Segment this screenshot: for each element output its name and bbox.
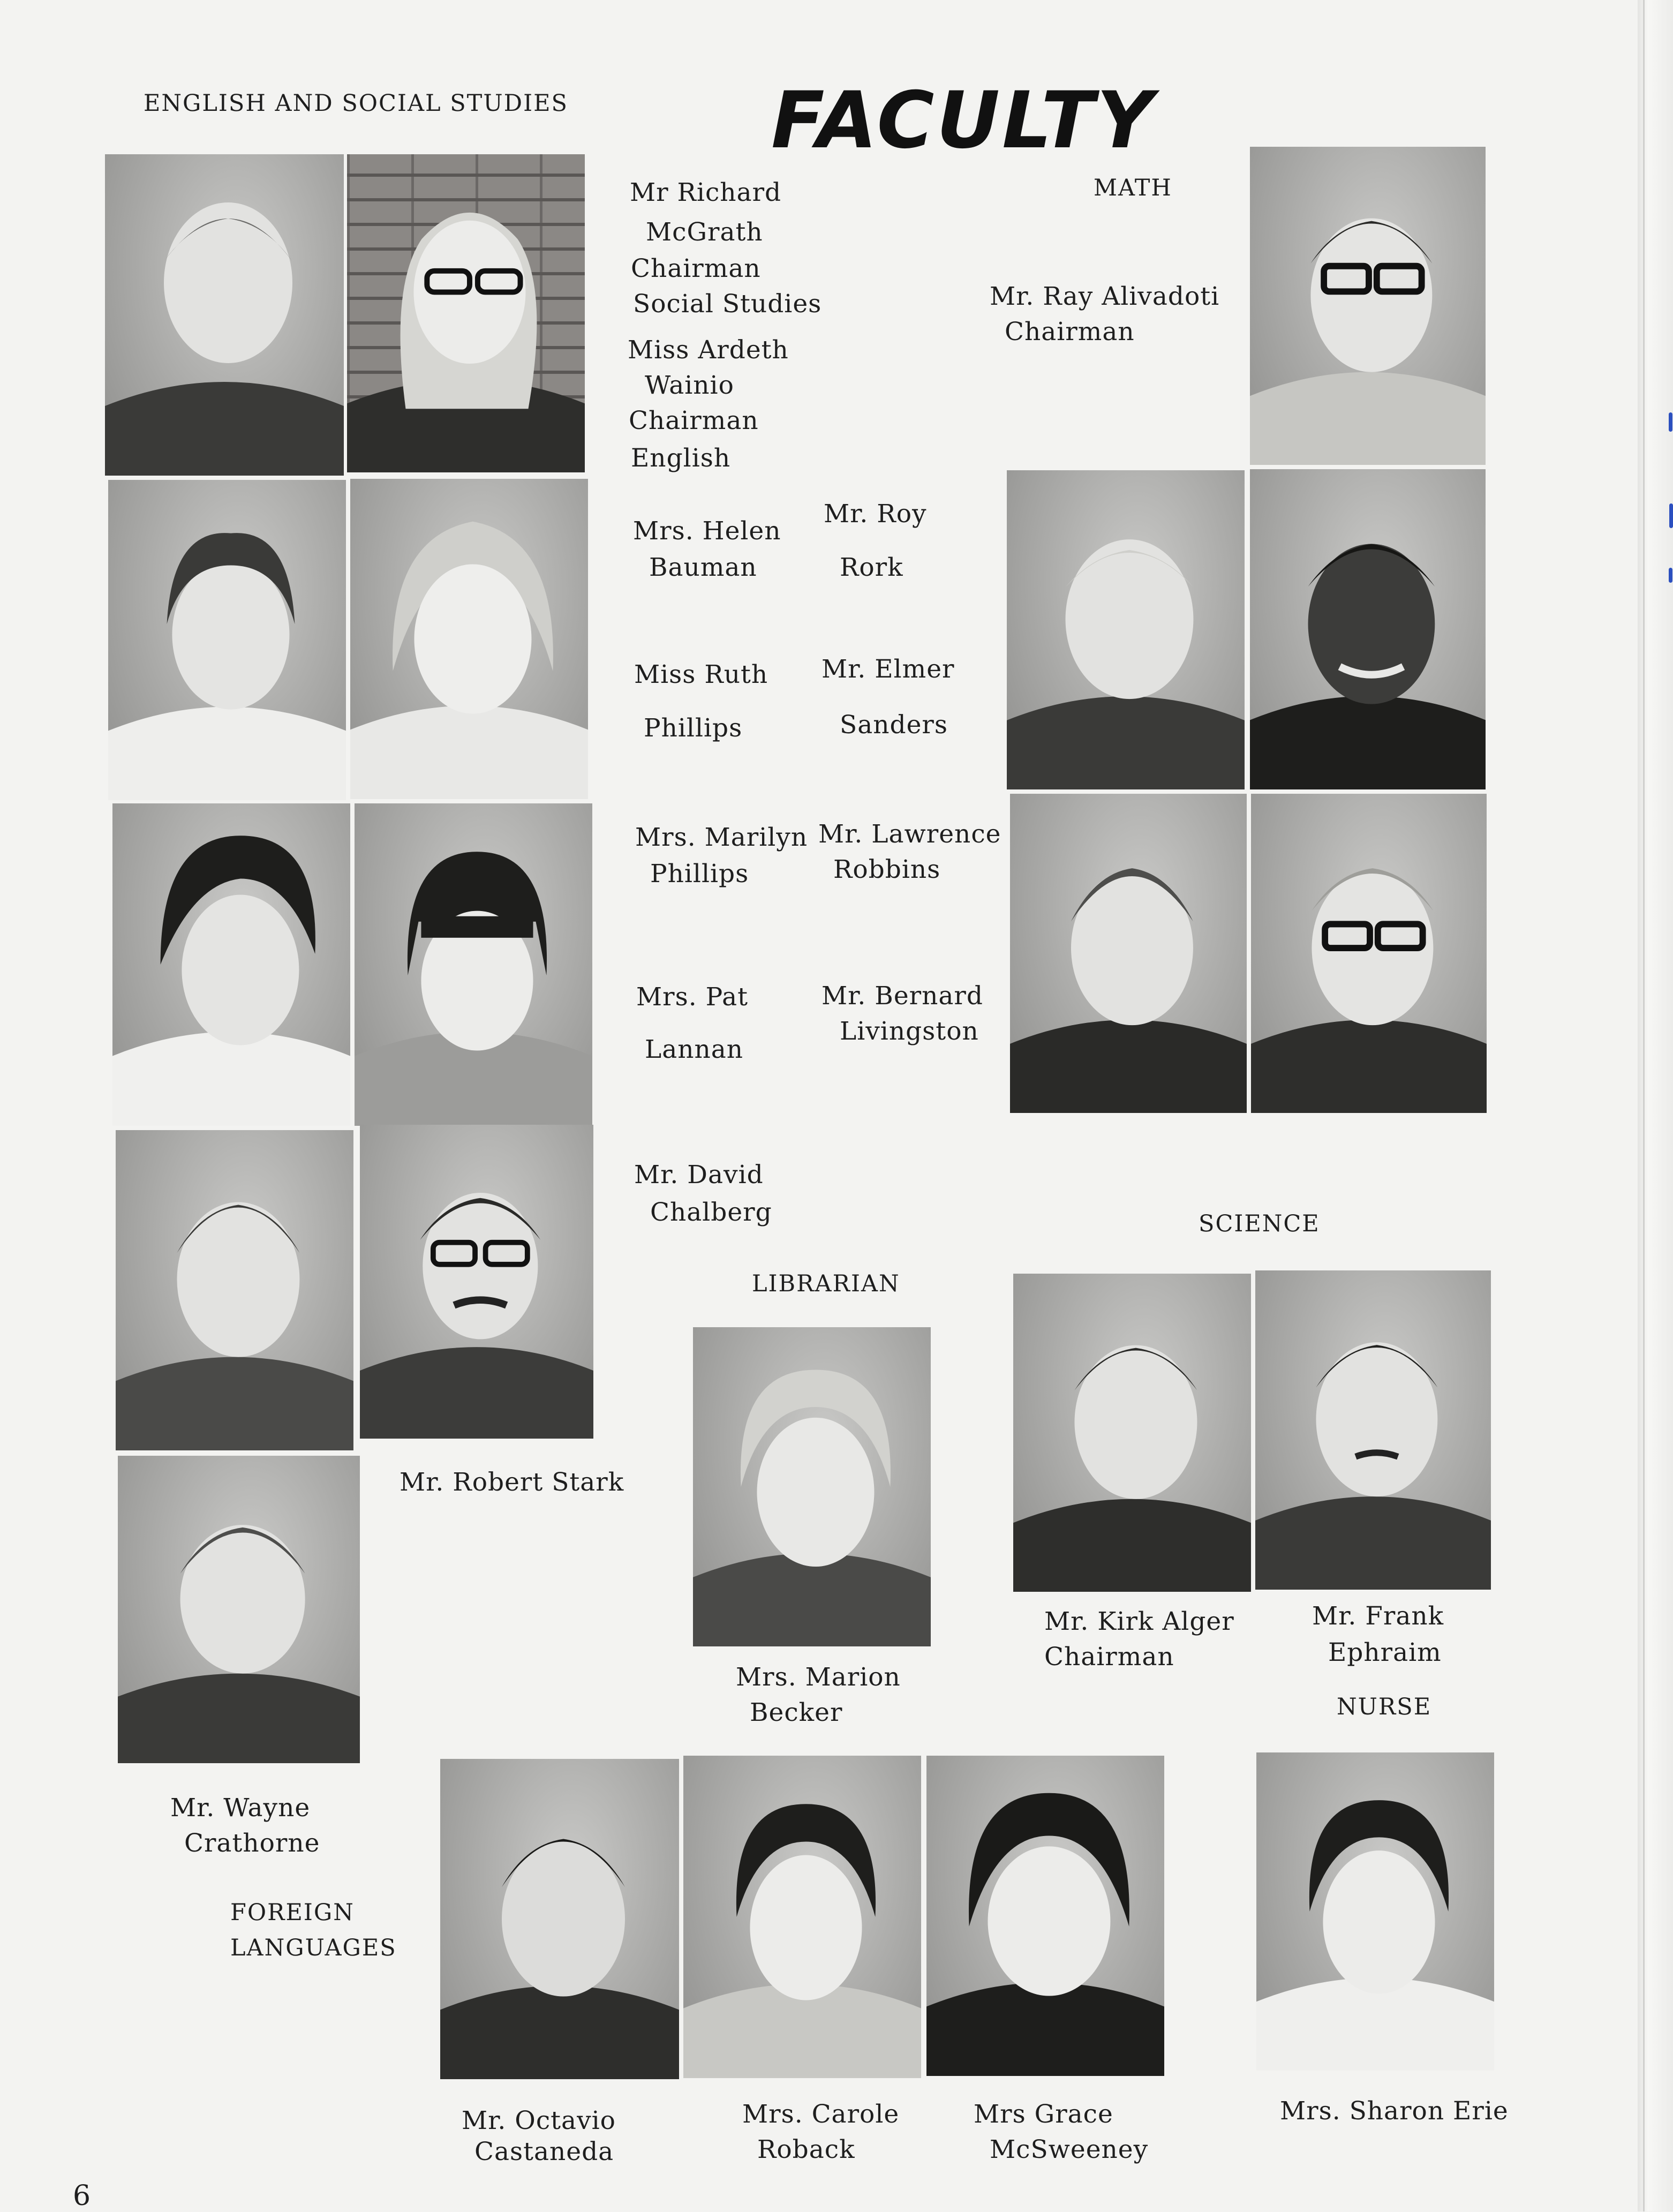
section-foreign-languages-1: FOREIGN xyxy=(230,1899,355,1926)
portrait-photo xyxy=(350,479,588,799)
portrait-photo xyxy=(105,154,344,476)
caption-sanders-name: Sanders xyxy=(840,710,948,740)
caption-livingston-name: Livingston xyxy=(840,1017,979,1046)
caption-crathorne-name: Mr. Wayne xyxy=(170,1793,311,1823)
portrait-photo xyxy=(1007,470,1245,789)
caption-becker-name: Becker xyxy=(750,1698,843,1727)
section-science: SCIENCE xyxy=(1199,1210,1320,1237)
section-foreign-languages-2: LANGUAGES xyxy=(230,1935,397,1961)
caption-mcgrath-title: Social Studies xyxy=(633,289,822,319)
portrait-photo xyxy=(1250,147,1486,465)
portrait-photo xyxy=(1250,469,1486,789)
portrait-photo xyxy=(1255,1270,1491,1590)
caption-bauman-name: Mrs. Helen xyxy=(633,516,781,546)
portrait-photo xyxy=(926,1756,1164,2076)
caption-alger-name: Mr. Kirk Alger xyxy=(1044,1607,1234,1636)
caption-chalberg-name: Mr. David xyxy=(634,1160,764,1190)
caption-wainio-title: English xyxy=(631,443,731,473)
page-edge xyxy=(1638,0,1673,2211)
portrait-photo xyxy=(1013,1274,1251,1592)
caption-becker-name: Mrs. Marion xyxy=(736,1662,901,1692)
caption-alivadoti-name: Mr. Ray Alivadoti xyxy=(990,282,1220,311)
portrait-photo xyxy=(1251,794,1487,1113)
section-english-social-studies: ENGLISH AND SOCIAL STUDIES xyxy=(144,90,568,117)
caption-rork-name: Mr. Roy xyxy=(824,499,927,529)
caption-marilyn-phillips-name: Mrs. Marilyn xyxy=(635,823,808,852)
portrait-photo xyxy=(683,1756,921,2078)
caption-erie-name: Mrs. Sharon Erie xyxy=(1280,2096,1509,2126)
caption-ruth-phillips-name: Miss Ruth xyxy=(634,660,768,689)
caption-castaneda-name: Mr. Octavio xyxy=(462,2106,616,2135)
caption-stark-name: Mr. Robert Stark xyxy=(400,1468,624,1497)
caption-mcsweeney-name: Mrs Grace xyxy=(974,2100,1113,2129)
caption-roback-name: Roback xyxy=(757,2135,855,2164)
caption-mcgrath-name: Mr Richard xyxy=(630,178,782,207)
caption-robbins-name: Mr. Lawrence xyxy=(818,819,1001,849)
ink-mark xyxy=(1669,568,1672,583)
section-math: MATH xyxy=(1094,175,1172,201)
caption-rork-name: Rork xyxy=(840,553,903,582)
portrait-photo xyxy=(360,1125,593,1439)
portrait-photo xyxy=(116,1130,353,1450)
caption-roback-name: Mrs. Carole xyxy=(742,2100,900,2129)
portrait-photo xyxy=(440,1759,679,2079)
caption-bauman-name: Bauman xyxy=(649,553,757,582)
caption-wainio-name: Wainio xyxy=(645,371,734,400)
caption-livingston-name: Mr. Bernard xyxy=(822,981,983,1011)
caption-mcgrath-title: Chairman xyxy=(631,254,761,283)
caption-castaneda-name: Castaneda xyxy=(474,2137,614,2166)
portrait-photo xyxy=(112,803,350,1126)
caption-sanders-name: Mr. Elmer xyxy=(822,654,955,684)
caption-lannan-name: Mrs. Pat xyxy=(636,982,749,1012)
portrait-photo xyxy=(355,803,592,1126)
section-nurse: NURSE xyxy=(1337,1694,1432,1720)
portrait-photo xyxy=(347,154,585,472)
portrait-photo xyxy=(108,480,346,800)
caption-mcgrath-name: McGrath xyxy=(646,217,763,247)
caption-ruth-phillips-name: Phillips xyxy=(644,713,743,743)
caption-wainio-name: Miss Ardeth xyxy=(628,335,789,365)
portrait-photo xyxy=(1010,794,1247,1113)
portrait-photo xyxy=(1256,1752,1494,2071)
page-title: FACULTY xyxy=(771,75,1156,166)
caption-wainio-title: Chairman xyxy=(629,406,759,435)
page-number: 6 xyxy=(73,2180,91,2212)
caption-chalberg-name: Chalberg xyxy=(650,1198,772,1227)
caption-marilyn-phillips-name: Phillips xyxy=(650,859,749,889)
caption-ephraim-name: Mr. Frank xyxy=(1312,1601,1444,1631)
caption-lannan-name: Lannan xyxy=(645,1035,744,1064)
caption-alger-title: Chairman xyxy=(1044,1642,1174,1672)
caption-ephraim-name: Ephraim xyxy=(1328,1638,1442,1667)
caption-robbins-name: Robbins xyxy=(833,855,941,884)
caption-alivadoti-title: Chairman xyxy=(1005,317,1135,347)
ink-mark xyxy=(1669,412,1672,432)
portrait-photo xyxy=(118,1456,360,1763)
ink-mark xyxy=(1669,503,1673,528)
caption-crathorne-name: Crathorne xyxy=(184,1829,320,1858)
caption-mcsweeney-name: McSweeney xyxy=(990,2135,1149,2164)
section-librarian: LIBRARIAN xyxy=(752,1270,900,1297)
portrait-photo xyxy=(693,1327,931,1646)
